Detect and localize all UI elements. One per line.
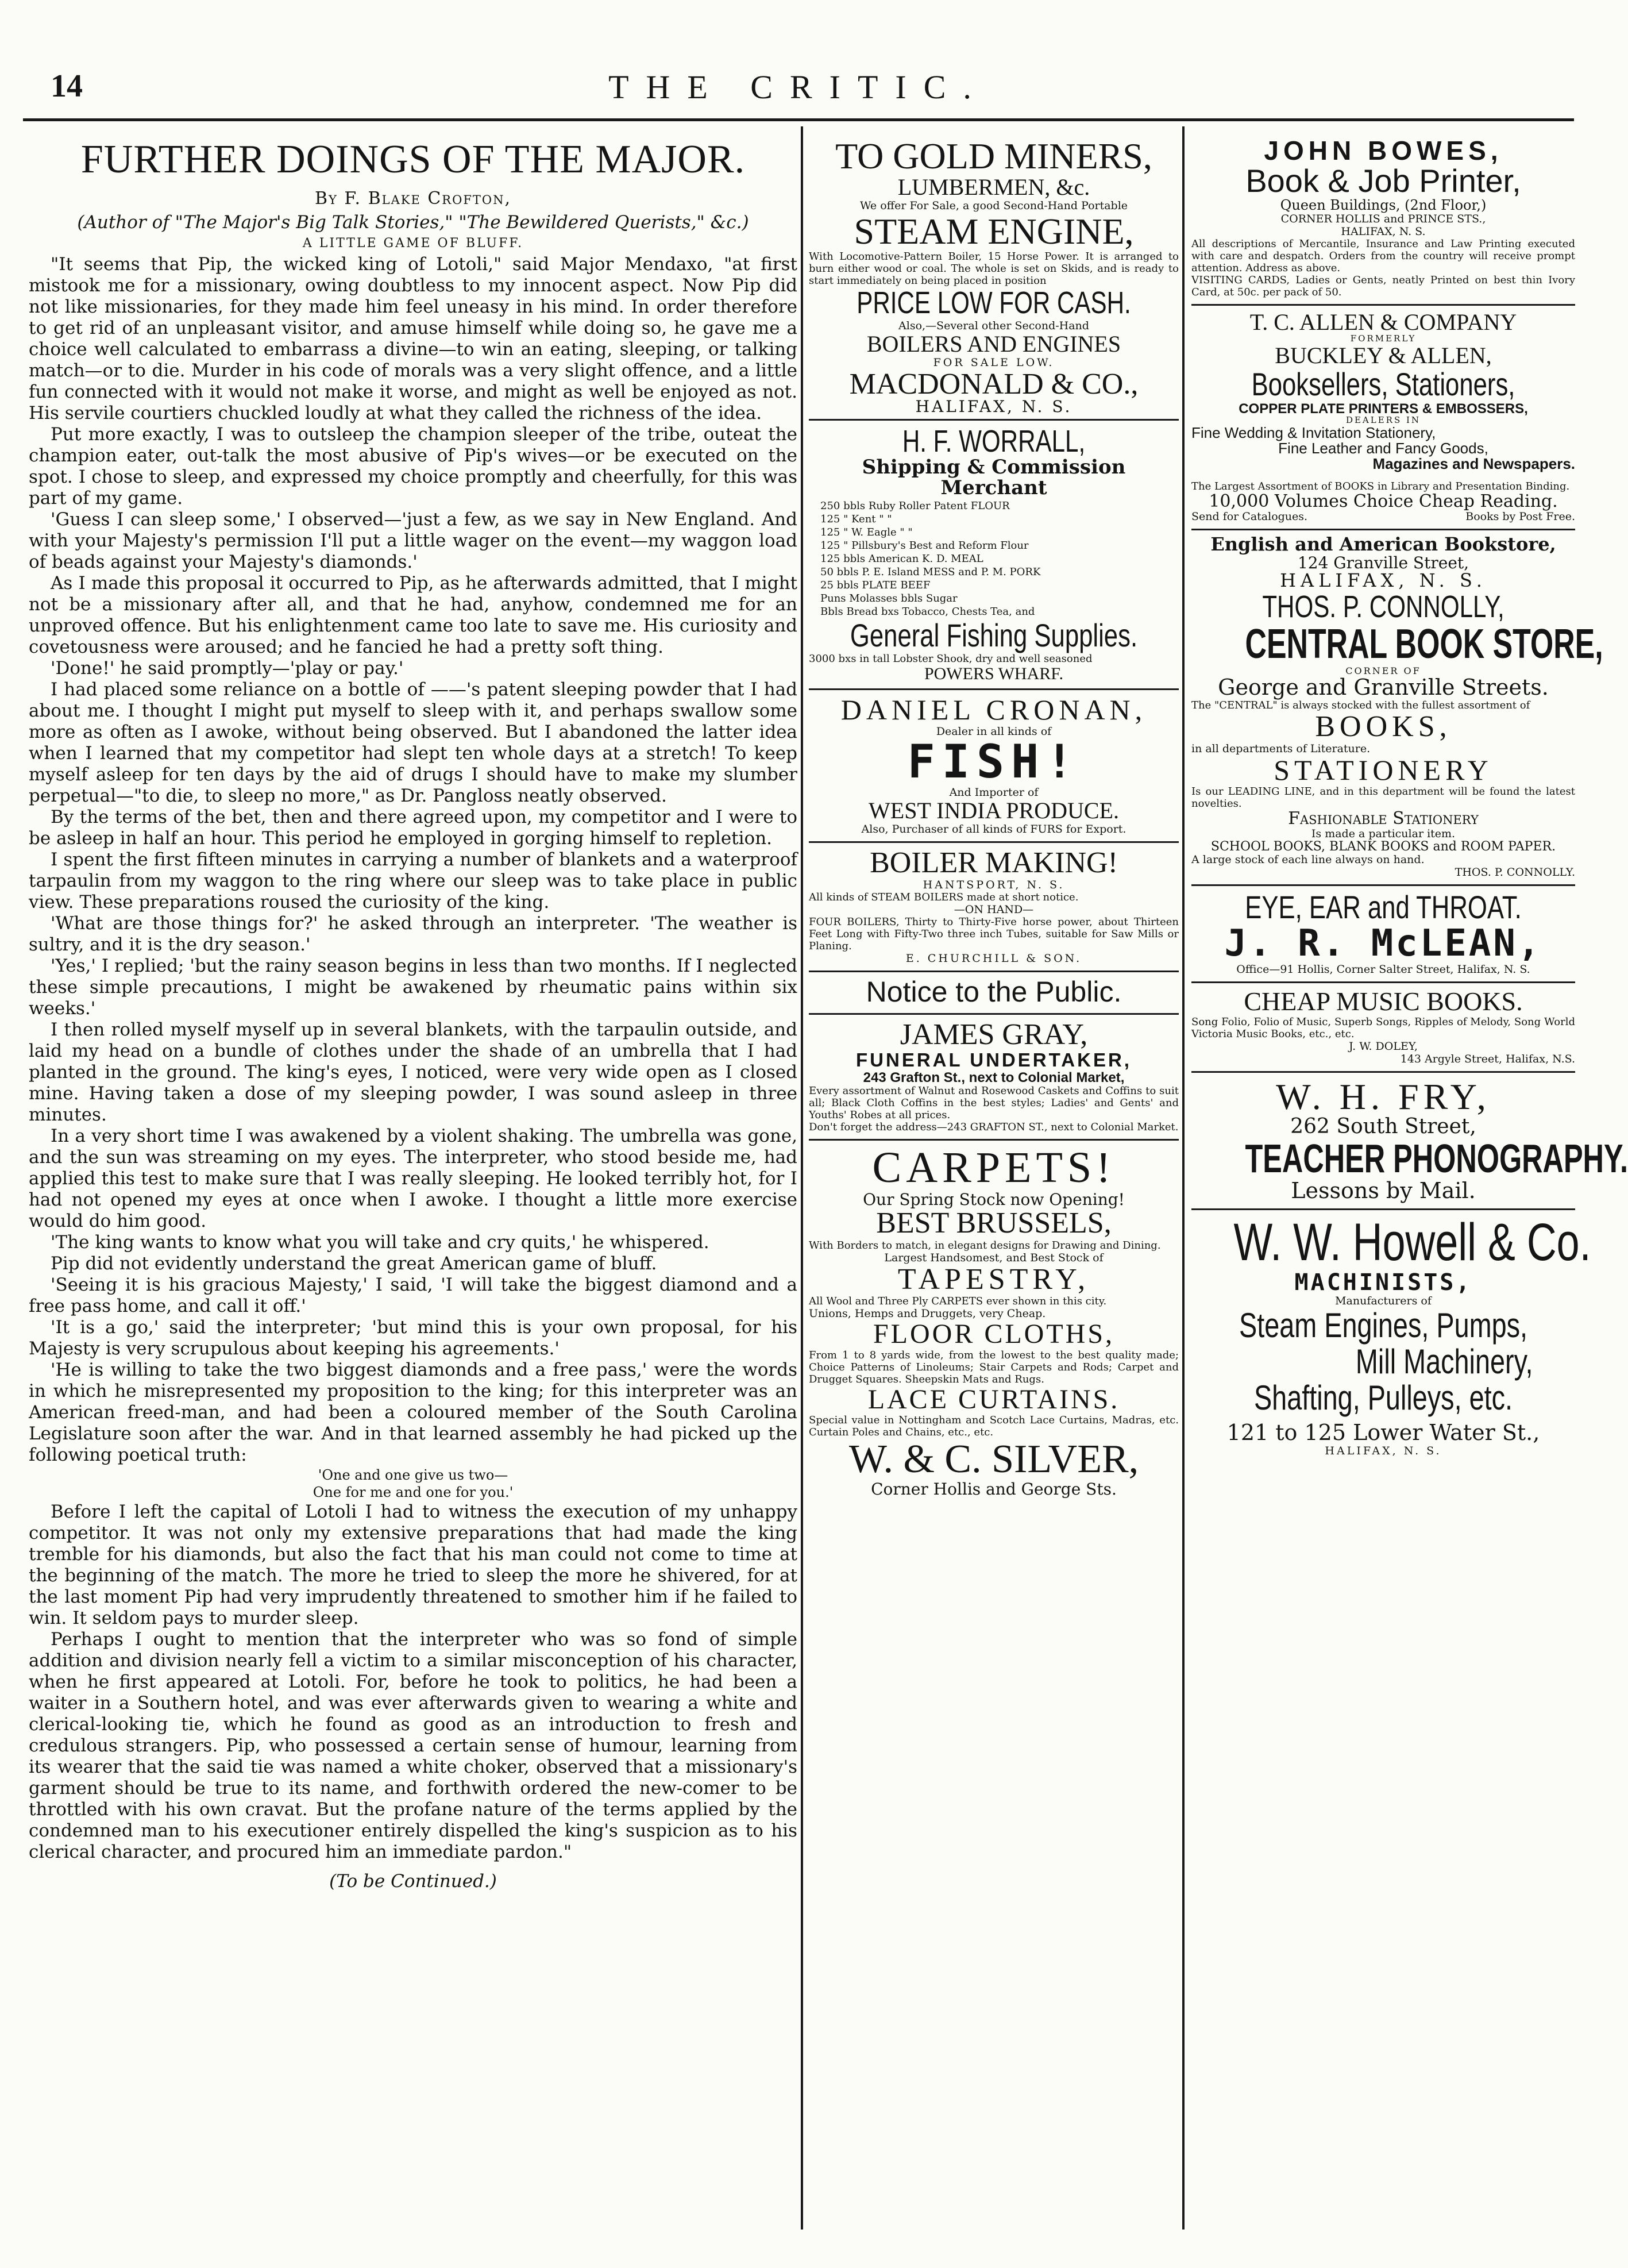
ad-firm: W. & C. SILVER,	[848, 1437, 1139, 1482]
story-paragraph: Perhaps I ought to mention that the interpreter who was so fond of simple addition and division nearly fell a victim to a similar misconception of his character, when he first appeared at Lotoli. For, before he took to politics, he had been a waiter in a Southern hotel, and was ever afterwards given to wearing a white and clerical-looking tie, which he found as good as an introduction to fresh and credulous strangers. Pip, who possessed a certain sense of humour, learning from its wearer that the said tie was named a white choker, observed that a missionary's garment should be true to its name, and forthwith ordered the new-comer to be throttled with his own cravat. But the profane nature of the terms applied by the condemned man to his executioner entirely dispelled the king's suspicion as to his clerical character, and procured him an immediate pardon."	[29, 1629, 797, 1862]
ad-text: VISITING CARDS, Ladies or Gents, neatly Printed on best thin Ivory Card, at 50c. per pack of 50.	[1191, 274, 1575, 299]
list-item: Puns Molasses bbls Sugar	[820, 592, 958, 604]
ad-text: Special value in Nottingham and Scotch Lace Curtains, Madras, etc. Curtain Poles and Chains, etc., etc.	[809, 1414, 1179, 1439]
ad-subhead: FUNERAL UNDERTAKER,	[856, 1049, 1132, 1071]
ad-address: 262 South Street,	[1290, 1114, 1476, 1138]
ad-howell	[1191, 1210, 1591, 1462]
ad-connolly	[1191, 530, 1603, 886]
poem-line: 'One and one give us two—	[318, 1467, 508, 1483]
ad-subhead: FLOOR CLOTHS,	[873, 1319, 1115, 1350]
continued-note: (To be Continued.)	[329, 1871, 497, 1892]
ad-text: And Importer of	[949, 785, 1039, 799]
list-item: Steam Engines, Pumps,	[1239, 1306, 1528, 1345]
ad-address: Corner Hollis and George Sts.	[871, 1479, 1117, 1499]
ad-address: 124 Granville Street,	[1297, 553, 1469, 572]
ad-subhead: English and American Bookstore,	[1210, 533, 1556, 556]
ad-subhead: LACE CURTAINS.	[867, 1384, 1120, 1415]
story-byline: By F. Blake Crofton,	[314, 188, 512, 209]
ad-headline: CARPETS!	[872, 1143, 1116, 1192]
ad-address: POWERS WHARF.	[924, 664, 1064, 683]
column-rule	[1182, 126, 1185, 2230]
story-paragraph: Pip did not evidently understand the great American game of bluff.	[51, 1253, 657, 1274]
ad-text: Every assortment of Walnut and Rosewood Caskets and Coffins to suit all; Black Cloth Coffins in the best styles; Ladies' and Gents' and Youths' Robes at all prices.	[809, 1085, 1179, 1122]
section-heading: A LITTLE GAME OF BLUFF.	[302, 236, 524, 251]
story-paragraph: 'What are those things for?' he asked through an interpreter. 'The weather is sultry, and it is the dry season.'	[29, 913, 797, 955]
ad-firm: E. CHURCHILL & SON.	[905, 952, 1082, 965]
ad-subhead: COPPER PLATE PRINTERS & EMBOSSERS,	[1239, 401, 1528, 417]
story-paragraph: 'Yes,' I replied; 'but the rainy season begins in less than two months. If I neglected these simple precautions, I might be awakened by rheumatic pains within six weeks.'	[29, 956, 797, 1019]
ad-text: Our Spring Stock now Opening!	[863, 1189, 1125, 1209]
ad-text: The "CENTRAL" is always stocked with the fullest assortment of	[1191, 699, 1530, 711]
ad-headline: PRICE LOW FOR CASH.	[857, 286, 1131, 321]
ad-city: HALIFAX, N. S.	[1341, 225, 1426, 238]
story-paragraph: 'The king wants to know what you will take and cry quits,' he whispered.	[51, 1232, 709, 1253]
story-paragraph: Before I left the capital of Lotoli I had to witness the execution of my unhappy competitor. It was not only my extensive preparations that had made the king tremble for his diamonds, but also the fact that his man could not come to time at the beginning of the match. The more he tried to sleep the more he shivered, for at the last moment Pip had very imprudently threatened to smother him if he failed to win. It seldom pays to murder sleep.	[29, 1501, 797, 1628]
ad-subhead: LUMBERMEN, &c.	[897, 174, 1090, 201]
ad-headline: Notice to the Public.	[866, 976, 1122, 1008]
ad-mclean	[1191, 886, 1575, 983]
list-item: Fine Wedding & Invitation Stationery,	[1191, 423, 1436, 441]
ad-address: Office—91 Hollis, Corner Salter Street, Halifax, N. S.	[1236, 963, 1530, 976]
ad-firm: W. H. FRY,	[1276, 1076, 1491, 1117]
list-item: 250 bbls Ruby Roller Patent FLOUR	[820, 499, 1010, 512]
ad-text: FOR SALE LOW.	[933, 356, 1055, 369]
ad-subhead: BUCKLEY & ALLEN,	[1275, 342, 1492, 369]
ad-text: Also, Purchaser of all kinds of FURS for Export.	[861, 822, 1127, 835]
list-item: 125 bbls American K. D. MEAL	[820, 552, 983, 565]
ad-fry	[1191, 1073, 1628, 1210]
ad-text: Also,—Several other Second-Hand	[898, 319, 1089, 333]
ad-firm: J. R. McLEAN,	[1224, 922, 1542, 965]
list-item: Fine Leather and Fancy Goods,	[1278, 440, 1488, 457]
ad-text: Largest Handsomest, and Best Stock of	[884, 1251, 1104, 1264]
ad-headline: BOILER MAKING!	[870, 846, 1118, 879]
ad-text: Song Folio, Folio of Music, Superb Songs, Ripples of Melody, Song World Victoria Music Books, etc., etc.	[1191, 1015, 1575, 1040]
ad-firm: T. C. ALLEN & COMPANY	[1249, 309, 1517, 336]
ad-address: CORNER HOLLIS and PRINCE STS.,	[1280, 213, 1486, 226]
list-item: Magazines and Newspapers.	[1372, 455, 1575, 473]
ad-firm: H. F. WORRALL,	[902, 423, 1086, 459]
story-column	[29, 132, 797, 2224]
ad-city: HALIFAX, N. S.	[1325, 1444, 1442, 1457]
ad-john-bowes	[1191, 132, 1575, 306]
ad-text: DEALERS IN	[1345, 415, 1421, 426]
story-paragraph: 'Seeing it is his gracious Majesty,' I said, 'I will take the biggest diamond and a free pass home, and call it off.'	[29, 1274, 797, 1316]
page-number: 14	[51, 68, 83, 104]
ads-column-middle	[809, 132, 1179, 2224]
ad-city: HANTSPORT, N. S.	[923, 879, 1065, 892]
story-paragraph: 'He is willing to take the two biggest diamonds and a free pass,' were the words in which he misrepresented my proposition to the king; for this interpreter was an American freed-man, and had been a coloured member of the South Carolina Legislature soon after the war. And in that learned assembly he had picked up the following poetical truth:	[29, 1360, 797, 1465]
story-paragraph: As I made this proposal it occurred to Pip, as he afterwards admitted, that I might not be a missionary after all, and that he had, anyhow, condemned me for an unproved offence. But his enlightenment came too late to save me. His curiosity and covetousness were aroused; and he fancied he had a pretty soft thing.	[29, 573, 797, 657]
ad-headline: General Fishing Supplies.	[850, 617, 1138, 653]
ad-text: —ON HAND—	[954, 903, 1034, 917]
story-paragraph: "It seems that Pip, the wicked king of Lotoli," said Major Mendaxo, "at first mistook me for a missionary, owing doubtless to my innocent aspect. Now Pip did not like missionaries, for they made him feel uneasy in his mind. In order therefore to get rid of an unpleasant visitor, and amuse himself while doing so, he gave me a choice well calculated to embarrass a divine—to win an eating, sleeping, or talking match—or to die. Murder in his code of morals was a very slight offence, and a little fun connected with it would not make it worse, and might as well be enjoyed as not. His servile courtiers chuckled loudly at what they called the richness of the idea.	[29, 254, 797, 423]
story-title: FURTHER DOINGS OF THE MAJOR.	[80, 137, 746, 182]
ads-column-right	[1191, 132, 1628, 2224]
story-paragraph: I then rolled myself myself up in several blankets, with the tarpaulin outside, and laid my head on a bundle of clothes under the shade of an umbrella that I had planted in the ground. The king's eyes, I noticed, were very wide open as I closed mine. Having taken a dose of my sleeping powder, I was sound asleep in three minutes.	[29, 1019, 797, 1125]
ad-headline: TEACHER PHONOGRAPHY.	[1245, 1135, 1628, 1181]
ad-music-books	[1191, 983, 1575, 1072]
ad-headline: TO GOLD MINERS,	[835, 136, 1152, 176]
ad-firm: J. W. DOLEY,	[1349, 1039, 1418, 1053]
ad-text: Is made a particular item.	[1311, 827, 1456, 841]
ad-subhead: Fashionable Stationery	[1288, 808, 1479, 829]
ad-firm: JAMES GRAY,	[900, 1018, 1088, 1051]
running-title: THE CRITIC.	[608, 68, 989, 106]
ad-text: Don't forget the address—243 GRAFTON ST., next to Colonial Market.	[809, 1121, 1179, 1134]
ad-address: 243 Grafton St., next to Colonial Market,	[863, 1069, 1125, 1085]
ad-subhead: George and Granville Streets.	[1218, 674, 1549, 700]
list-item: 50 bbls P. E. Island MESS and P. M. PORK	[820, 565, 1041, 578]
ad-text: Books by Post Free.	[1465, 510, 1575, 523]
ad-text: CORNER OF	[1345, 665, 1421, 677]
ad-text: We offer For Sale, a good Second-Hand Portable	[859, 199, 1128, 213]
ad-text: Dealer in all kinds of	[936, 725, 1052, 738]
ad-headline: BOOKS,	[1315, 710, 1452, 743]
ad-headline: CENTRAL BOOK STORE,	[1245, 621, 1603, 668]
ad-signature: THOS. P. CONNOLLY.	[1455, 866, 1575, 879]
list-item: Mill Machinery,	[1355, 1342, 1533, 1381]
ad-city: HALIFAX, N. S.	[915, 396, 1073, 416]
ad-text: FOUR BOILERS, Thirty to Thirty-Five horse power, about Thirteen Feet Long with Fifty-Two three inch Tubes, suitable for Saw Mills or Planing.	[809, 916, 1179, 953]
ad-subhead: BOILERS AND ENGINES	[866, 331, 1121, 357]
ad-boiler-making	[809, 843, 1179, 973]
ad-subhead: MACHINISTS,	[1294, 1269, 1472, 1296]
story-paragraph: By the terms of the bet, then and there agreed upon, my competitor and I were to be asleep in half an hour. This period he employed in gorging himself to repletion.	[29, 807, 797, 849]
ad-headline: CHEAP MUSIC BOOKS.	[1244, 987, 1523, 1016]
ad-text: With Borders to match, in elegant designs for Drawing and Dining.	[809, 1239, 1161, 1252]
story-paragraph: 'Done!' he said promptly—'play or pay.'	[51, 658, 404, 679]
author-note: (Author of "The Major's Big Talk Stories," "The Bewildered Querists," &c.)	[77, 212, 749, 233]
ad-firm: W. W. Howell & Co.	[1233, 1213, 1591, 1272]
ad-address: Queen Buildings, (2nd Floor,)	[1280, 197, 1487, 214]
ad-headline: STEAM ENGINE,	[854, 211, 1134, 252]
ad-notice	[809, 972, 1179, 1015]
list-item: Bbls Bread bxs Tobacco, Chests Tea, and	[820, 605, 1035, 618]
ad-subhead: 10,000 Volumes Choice Cheap Reading.	[1209, 491, 1558, 511]
ad-headline: FISH!	[907, 734, 1081, 788]
story-paragraph: I spent the first fifteen minutes in carrying a number of blankets and a waterproof tarpaulin from my waggon to the ring where our sleep was to take place in public view. These preparations roused the curiosity of the king.	[29, 849, 797, 912]
ad-firm: JOHN BOWES,	[1264, 136, 1503, 165]
list-item: 25 bbls PLATE BEEF	[820, 579, 931, 591]
ad-worrall	[809, 421, 1179, 690]
ad-subhead: TAPESTRY,	[897, 1262, 1090, 1296]
ad-address: 143 Argyle Street, Halifax, N.S.	[1400, 1052, 1575, 1065]
ad-text: Unions, Hemps and Druggets, very Cheap.	[809, 1307, 1046, 1320]
story-paragraph: I had placed some reliance on a bottle of ——'s patent sleeping powder that I had about me. I thought I might put myself to sleep with it, and perhaps swallow some more as often as I awoke, without being observed. But I abandoned the latter idea when I learned that my competitor had slept ten whole days at a stretch! To keep myself asleep for ten days by the aid of drugs I should have to make my slumber perpetual—"to die, to sleep no more," as Dr. Pangloss neatly observed.	[29, 679, 797, 806]
ad-cronan	[809, 690, 1179, 843]
ad-headline: Booksellers, Stationers,	[1251, 366, 1515, 403]
ad-text: Is our LEADING LINE, and in this department will be found the latest novelties.	[1191, 785, 1575, 810]
ad-subhead: Shipping & Commission Merchant	[862, 456, 1126, 500]
ad-text: SCHOOL BOOKS, BLANK BOOKS and ROOM PAPER.	[1210, 840, 1556, 854]
list-item: 125 " Kent " "	[820, 513, 892, 525]
ad-text: All Wool and Three Ply CARPETS ever shown in this city.	[809, 1295, 1107, 1308]
story-paragraph: 'Guess I can sleep some,' I observed—'just a few, as we say in New England. And with your Majesty's permission I'll put a little wager on the event—my waggon load of beads against your Majesty's diamonds.'	[29, 509, 797, 572]
story-paragraph: 'It is a go,' said the interpreter; 'but mind this is your own proposal, for his Majesty is very scrupulous about keeping his agreements.'	[29, 1317, 797, 1359]
ad-text: Manufacturers of	[1335, 1294, 1432, 1307]
ad-text: From 1 to 8 yards wide, from the lowest to the best quality made; Choice Patterns of Linoleums; Stair Carpets and Rods; Carpet and Drugget Squares. Sheepskin Mats and Rugs.	[809, 1349, 1179, 1385]
ad-subhead: WEST INDIA PRODUCE.	[869, 797, 1119, 823]
ad-text: FORMERLY	[1350, 333, 1417, 344]
ad-text: 3000 bxs in tall Lobster Shook, dry and well seasoned	[809, 652, 1093, 665]
story-paragraph: Put more exactly, I was to outsleep the champion sleeper of the tribe, outeat the champion eater, out-talk the most abusive of Pip's wives—or be executed on the spot. I chose to sleep, and expressed my choice promptly and cheerfully, for this was part of my game.	[29, 424, 797, 509]
ad-text: All descriptions of Mercantile, Insurance and Law Printing executed with care and despatch. Orders from the country will receive prompt attention. Address as above.	[1191, 238, 1575, 275]
ad-address: 121 to 125 Lower Water St.,	[1226, 1419, 1540, 1445]
ad-carpets	[809, 1141, 1179, 1503]
ad-firm: DANIEL CRONAN,	[840, 694, 1147, 726]
story-paragraph: In a very short time I was awakened by a violent shaking. The umbrella was gone, and the sun was streaming on my eyes. The interpreter, who stood beside me, had applied this test to make sure that I was really sleeping. He looked terribly hot, for I had not opened my eyes at once when I awoke. I thought a little more exercise would do him good.	[29, 1126, 797, 1231]
ad-text: With Locomotive-Pattern Boiler, 15 Horse Power. It is arranged to burn either wood or coal. The whole is set on Skids, and is ready to start immediately on being placed in position	[809, 251, 1179, 287]
catalogue-line	[1191, 510, 1575, 523]
ad-text: Send for Catalogues.	[1191, 510, 1308, 523]
story-body	[29, 254, 797, 1466]
column-rule	[801, 126, 803, 2230]
ad-text: in all departments of Literature.	[1191, 742, 1371, 756]
ad-headline: EYE, EAR and THROAT.	[1245, 889, 1522, 926]
ad-text: The Largest Assortment of BOOKS in Library and Presentation Binding.	[1191, 480, 1570, 492]
list-item: 125 " Pillsbury's Best and Reform Flour	[820, 539, 1029, 552]
ad-city: HALIFAX, N. S.	[1280, 569, 1487, 592]
ad-gold-miners	[809, 132, 1179, 421]
list-item: 125 " W. Eagle " "	[820, 526, 913, 538]
ad-james-gray	[809, 1015, 1179, 1141]
ad-headline: STATIONERY	[1274, 754, 1493, 787]
ad-firm: THOS. P. CONNOLLY,	[1262, 589, 1504, 624]
ad-firm: MACDONALD & CO.,	[849, 368, 1139, 401]
poem-line: One for me and one for you.'	[313, 1484, 514, 1500]
ad-text: A large stock of each line always on hand.	[1191, 853, 1425, 867]
ad-allen	[1191, 306, 1575, 530]
ad-headline: Book & Job Printer,	[1245, 163, 1521, 199]
page-header	[23, 68, 1574, 114]
ad-subhead: BEST BRUSSELS,	[876, 1207, 1112, 1240]
header-rule	[23, 118, 1574, 121]
ad-text: All kinds of STEAM BOILERS made at short notice.	[809, 891, 1079, 904]
list-item: Shafting, Pulleys, etc.	[1253, 1378, 1513, 1417]
ad-text: Lessons by Mail.	[1291, 1178, 1476, 1204]
story-body-continued	[29, 1501, 797, 1863]
